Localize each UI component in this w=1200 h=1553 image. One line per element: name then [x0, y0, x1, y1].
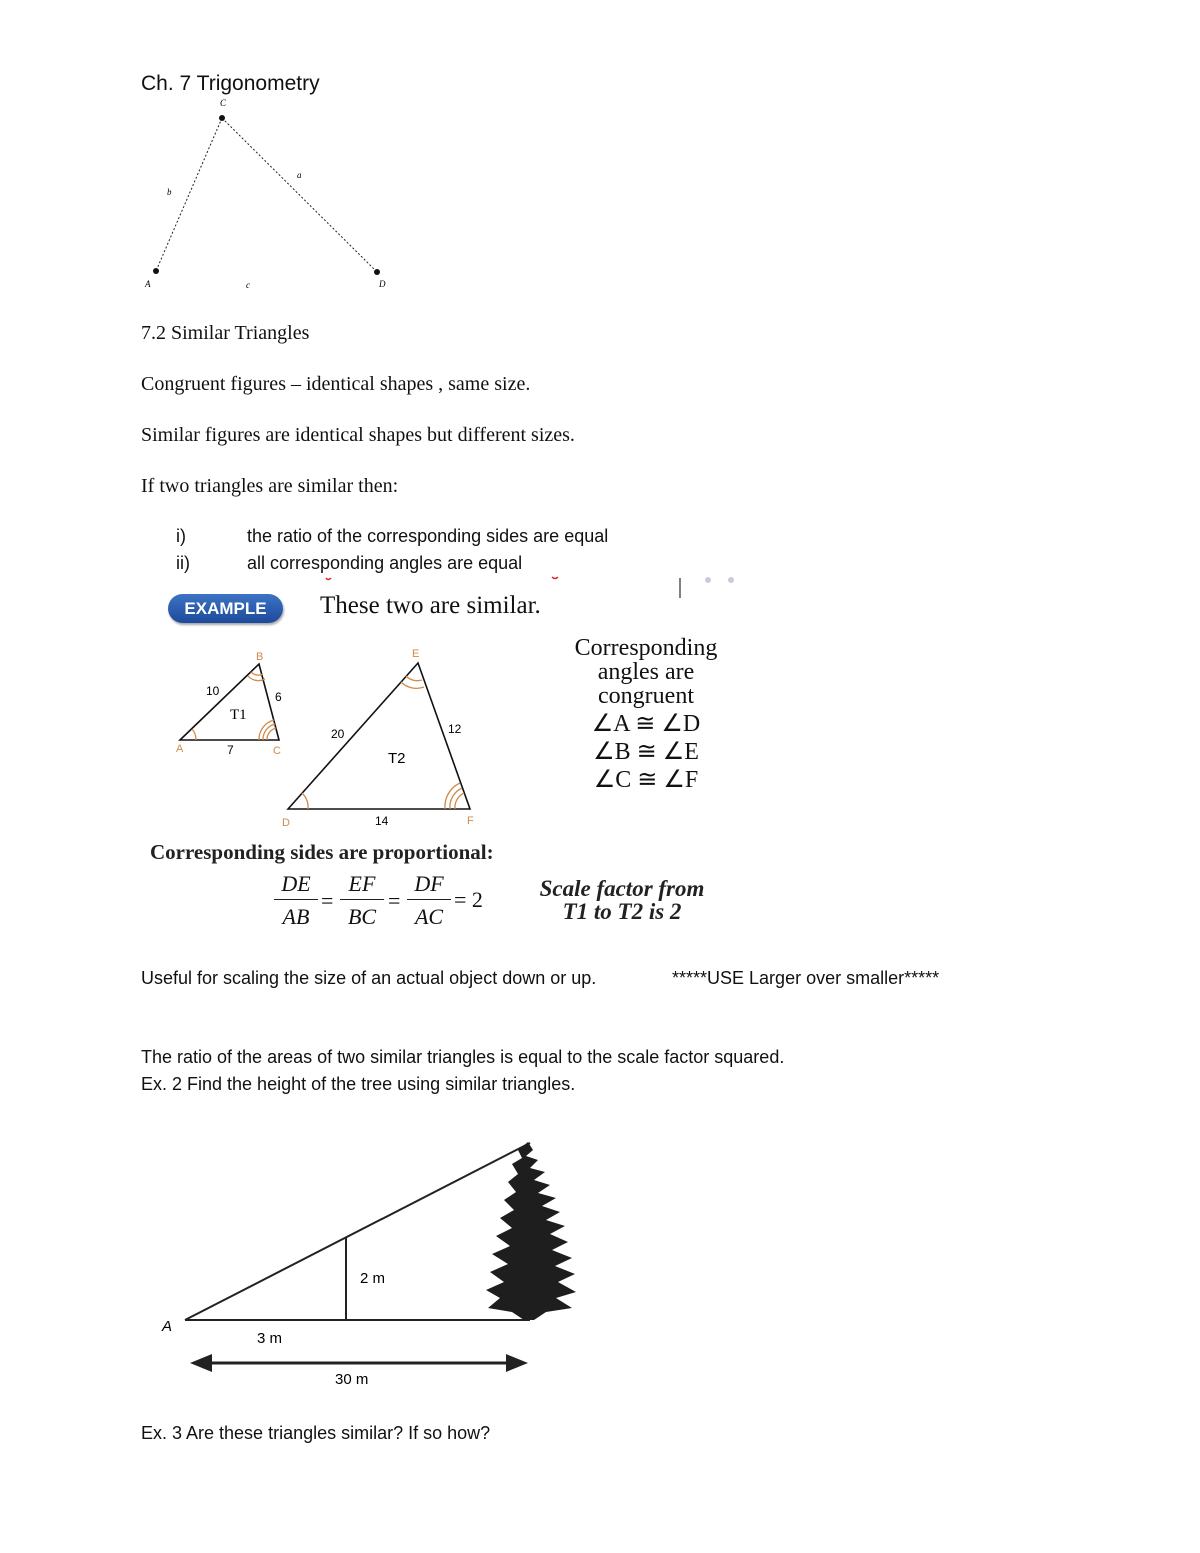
vertex-c-label: C	[220, 98, 227, 108]
ratio-numerator: DE	[274, 871, 318, 900]
t2-vertex-f-label: F	[467, 815, 474, 827]
tree-icon	[486, 1142, 576, 1320]
list-item-text: all corresponding angles are equal	[247, 553, 523, 573]
ratio-numerator: EF	[340, 871, 384, 900]
ratio-denominator: AB	[282, 904, 310, 929]
equals-sign: =	[321, 888, 334, 913]
sight-line	[185, 1143, 530, 1320]
stick-height-label: 2 m	[360, 1270, 386, 1287]
use-larger-note: *****USE Larger over smaller*****	[672, 968, 940, 988]
ratio-result: = 2	[454, 887, 483, 912]
equals-sign: =	[388, 888, 401, 913]
section-title: 7.2 Similar Triangles	[141, 322, 310, 344]
corresponding-angles-title-line: congruent	[598, 683, 694, 709]
angle-pair: ∠B ≅ ∠E	[593, 739, 699, 765]
ratio-denominator: BC	[347, 904, 377, 929]
t1-side-bc-label: 6	[275, 690, 282, 704]
list-item-text: the ratio of the corresponding sides are equal	[247, 526, 609, 546]
side-a-label: a	[297, 170, 302, 180]
vertex-a-label: A	[145, 279, 151, 289]
t1-vertex-a-label: A	[176, 743, 184, 755]
angle-pair: ∠A ≅ ∠D	[591, 711, 701, 737]
if-similar-intro: If two triangles are similar then:	[141, 475, 399, 497]
t2-vertex-e-label: E	[412, 648, 420, 660]
example-3-prompt: Ex. 3 Are these triangles similar? If so how?	[141, 1423, 491, 1443]
example-2-prompt: Ex. 2 Find the height of the tree using similar triangles.	[141, 1074, 576, 1094]
scale-factor-line-2: T1 to T2 is 2	[562, 899, 682, 924]
t2-side-de-label: 20	[331, 727, 345, 741]
point-a-label: A	[162, 1318, 173, 1335]
useful-note: Useful for scaling the size of an actual object down or up.	[141, 968, 597, 988]
congruent-definition: Congruent figures – identical shapes , same size.	[141, 373, 531, 395]
side-c-label: c	[246, 280, 250, 290]
ratio-denominator: AC	[414, 904, 444, 929]
short-base-label: 3 m	[257, 1330, 283, 1347]
t1-vertex-b-label: B	[256, 651, 264, 663]
ratio-numerator: DF	[407, 871, 451, 900]
example-badge: EXAMPLE	[168, 594, 283, 623]
t1-side-ab-label: 10	[206, 684, 220, 698]
t2-vertex-d-label: D	[282, 817, 290, 829]
corresponding-angles-title-line: Corresponding	[574, 635, 718, 661]
vertex-d-label: D	[379, 279, 386, 289]
arrow-left-head	[190, 1354, 212, 1372]
side-b-label: b	[167, 187, 172, 197]
corresponding-angles-title-line: angles are	[597, 659, 695, 685]
scale-factor-line-1: Scale factor from	[539, 876, 705, 901]
t1-side-ac-label: 7	[227, 743, 234, 757]
corresponding-sides-title: Corresponding sides are proportional:	[150, 840, 494, 864]
t2-side-df-label: 14	[375, 814, 389, 828]
t2-side-ef-label: 12	[448, 722, 462, 736]
angle-pair: ∠C ≅ ∠F	[593, 767, 699, 793]
arrow-right-head	[506, 1354, 528, 1372]
t1-vertex-c-label: C	[273, 745, 281, 757]
t2-name-label: T2	[388, 750, 406, 767]
long-base-label: 30 m	[335, 1371, 369, 1388]
list-item-number: i)	[176, 526, 186, 546]
t1-name-label: T1	[230, 707, 247, 723]
list-item-number: ii)	[176, 553, 190, 573]
similar-definition: Similar figures are identical shapes but different sizes.	[141, 424, 575, 446]
area-ratio-note: The ratio of the areas of two similar triangles is equal to the scale factor squared.	[141, 1047, 785, 1067]
page-heading: Ch. 7 Trigonometry	[141, 72, 320, 95]
example-title: These two are similar.	[320, 592, 541, 619]
